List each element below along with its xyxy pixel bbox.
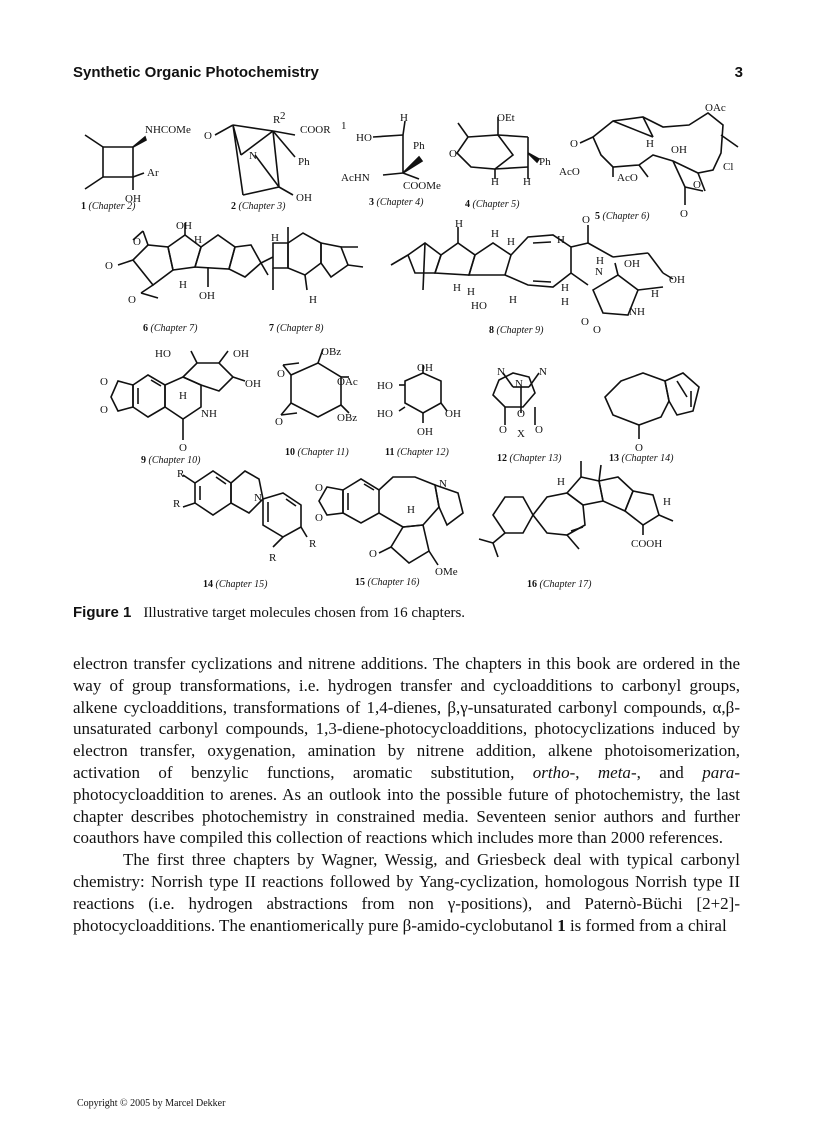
label-obz: OBz [337, 412, 358, 424]
label-oet: OEt [497, 112, 515, 124]
label-ho: HO [356, 132, 372, 144]
label-oh: OH [671, 144, 687, 156]
label-nhcome: NHCOMe [145, 124, 191, 136]
compound-label-6: 6 (Chapter 7) [143, 323, 198, 334]
figure-caption-text: Illustrative target molecules chosen from 16 chapters. [143, 605, 466, 621]
label-x: X [517, 428, 525, 440]
label-achn: AcHN [341, 172, 370, 184]
molecule-15 [319, 477, 463, 565]
molecule-5 [580, 113, 738, 205]
label-o: O [570, 138, 578, 150]
label-h: H [507, 236, 515, 248]
label-aco: AcO [617, 172, 638, 184]
label-ho: HO [377, 380, 393, 392]
label-oh: OH [296, 192, 312, 204]
label-n: N [595, 266, 603, 278]
label-o: O [535, 424, 543, 436]
label-nh: NH [629, 306, 645, 318]
page-number: 3 [734, 64, 743, 81]
label-o: O [693, 179, 701, 191]
label-h: H [651, 288, 659, 300]
compound-label-15: 15 (Chapter 16) [355, 577, 420, 588]
compound-label-12: 12 (Chapter 13) [497, 453, 562, 464]
label-oh: OH [445, 408, 461, 420]
label-ome: OMe [435, 566, 458, 578]
label-h: H [561, 296, 569, 308]
label-h: H [557, 234, 565, 246]
label-h: H [491, 176, 499, 188]
label-h: H [561, 282, 569, 294]
molecule-13 [605, 373, 699, 439]
compound-label-11: 11 (Chapter 12) [385, 447, 449, 458]
label-obz: OBz [321, 346, 342, 358]
label-h: H [509, 294, 517, 306]
label-nh: NH [201, 408, 217, 420]
molecule-4 [457, 117, 539, 179]
label-ar: Ar [147, 167, 159, 179]
body-text [73, 653, 740, 936]
label-coor1-sup: 1 [341, 120, 347, 132]
compound-label-13: 13 (Chapter 14) [609, 453, 674, 464]
running-title: Synthetic Organic Photochemistry [73, 64, 319, 81]
label-o: O [635, 442, 643, 454]
label-ho: HO [377, 408, 393, 420]
label-n: N [515, 378, 523, 390]
label-h: H [663, 496, 671, 508]
label-oh: OH [669, 274, 685, 286]
label-o: O [499, 424, 507, 436]
label-n: N [539, 366, 547, 378]
label-ho: HO [471, 300, 487, 312]
label-o: O [133, 236, 141, 248]
figure-caption [73, 604, 743, 622]
label-r: R [173, 498, 181, 510]
label-oh: OH [233, 348, 249, 360]
label-oh: OH [624, 258, 640, 270]
label-n: N [249, 150, 257, 162]
label-cl: Cl [723, 161, 734, 173]
molecule-8 [391, 225, 673, 315]
body-paragraph-2: The first three chapters by Wagner, Wessig, and Griesbeck deal with typical carbonyl chemistry: Norrish type II reactions followed by Yang-cyclization, homologous Norrish type II reactions (i.e. hydrogen abstractions from non γ-positions), and Paternò-Büchi [2+2]-photocycloadditions. The enantiomerically pure β-amido-cyclobutanol 1 is formed from a chiral [73, 850, 740, 935]
compound-label-16: 16 (Chapter 17) [527, 579, 592, 590]
label-coor1: COOR [300, 124, 331, 136]
label-h: H [557, 476, 565, 488]
label-o: O [369, 548, 377, 560]
label-h: H [179, 390, 187, 402]
label-o: O [100, 404, 108, 416]
label-o: O [593, 324, 601, 336]
label-o: O [277, 368, 285, 380]
molecule-7 [273, 227, 363, 290]
label-cooh: COOH [631, 538, 663, 550]
label-oh: OH [125, 193, 141, 205]
label-r: R [177, 468, 185, 480]
label-h: H [407, 504, 415, 516]
compound-label-9: 9 (Chapter 10) [141, 455, 201, 466]
label-n: N [497, 366, 505, 378]
label-h: H [467, 286, 475, 298]
label-o: O [100, 376, 108, 388]
label-o: O [517, 408, 525, 420]
label-r2: R [273, 114, 281, 126]
molecule-14 [183, 471, 307, 547]
label-oh: OH [417, 426, 433, 438]
label-h: H [596, 255, 604, 267]
label-o: O [204, 130, 212, 142]
label-o: O [315, 482, 323, 494]
label-aco: AcO [559, 166, 580, 178]
label-o: O [105, 260, 113, 272]
compound-label-5: 5 (Chapter 6) [595, 211, 650, 222]
label-o: O [449, 148, 457, 160]
label-oac: OAc [337, 376, 358, 388]
figure-caption-label: Figure 1 [73, 604, 132, 621]
compound-label-4: 4 (Chapter 5) [465, 199, 520, 210]
label-r: R [269, 552, 277, 564]
label-oh: OH [199, 290, 215, 302]
atom-labels [100, 102, 733, 578]
label-oh: OH [417, 362, 433, 374]
molecule-9 [111, 351, 245, 440]
label-h: H [271, 232, 279, 244]
running-header [73, 62, 743, 86]
label-ph: Ph [298, 156, 310, 168]
molecule-1 [85, 135, 146, 190]
label-h: H [400, 112, 408, 124]
label-h: H [309, 294, 317, 306]
label-ph: Ph [539, 156, 551, 168]
label-o: O [275, 416, 283, 428]
label-h: H [491, 228, 499, 240]
label-r: R [309, 538, 317, 550]
label-h: H [455, 218, 463, 230]
label-h: H [453, 282, 461, 294]
label-o: O [582, 214, 590, 226]
compound-label-7: 7 (Chapter 8) [269, 323, 324, 334]
label-oac: OAc [705, 102, 726, 114]
copyright-footer: Copyright © 2005 by Marcel Dekker [77, 1098, 226, 1109]
compound-label-14: 14 (Chapter 15) [203, 579, 268, 590]
figure-1 [73, 95, 743, 595]
label-o: O [128, 294, 136, 306]
label-h: H [179, 279, 187, 291]
label-n: N [254, 492, 262, 504]
label-r2-sup: 2 [280, 110, 286, 122]
compound-label-2: 2 (Chapter 3) [231, 201, 286, 212]
molecule-grid [73, 95, 743, 595]
compound-label-1: 1 (Chapter 2) [81, 201, 136, 212]
compound-label-10: 10 (Chapter 11) [285, 447, 349, 458]
label-ho: HO [155, 348, 171, 360]
label-h: H [194, 234, 202, 246]
label-o: O [179, 442, 187, 454]
label-h: H [646, 138, 654, 150]
label-coome: COOMe [403, 180, 441, 192]
compound-label-8: 8 (Chapter 9) [489, 325, 544, 336]
body-paragraph-1: electron transfer cyclizations and nitrene additions. The chapters in this book are ordered in the way of group transformations, i.e. hydrogen transfer and cycloadditions to carbonyl groups, alkene cycloadditions, transformations of 1,4-dienes, β,γ-unsaturated carbonyl compounds, α,β-unsaturated carbonyl compounds, 1,3-diene-photocycloadditions, photocyclizations induced by electron transfer, oxygenation, amination by nitrene addition, alkene photoisomerization, activation of benzylic functions, aromatic substitution, ortho-, meta-, and para-photocycloaddition to arenes. As an outlook into the possible future of photochemistry, the last chapter describes photochemistry in constrained media. Seventeen senior authors and further coauthors have compiled this collection of reactions which includes more than 2000 references. [73, 654, 740, 848]
label-ph: Ph [413, 140, 425, 152]
label-h: H [523, 176, 531, 188]
label-o: O [581, 316, 589, 328]
label-oh: OH [245, 378, 261, 390]
label-oh: OH [176, 220, 192, 232]
compound-label-3: 3 (Chapter 4) [369, 197, 424, 208]
label-o: O [680, 208, 688, 220]
label-n: N [439, 478, 447, 490]
label-o: O [315, 512, 323, 524]
